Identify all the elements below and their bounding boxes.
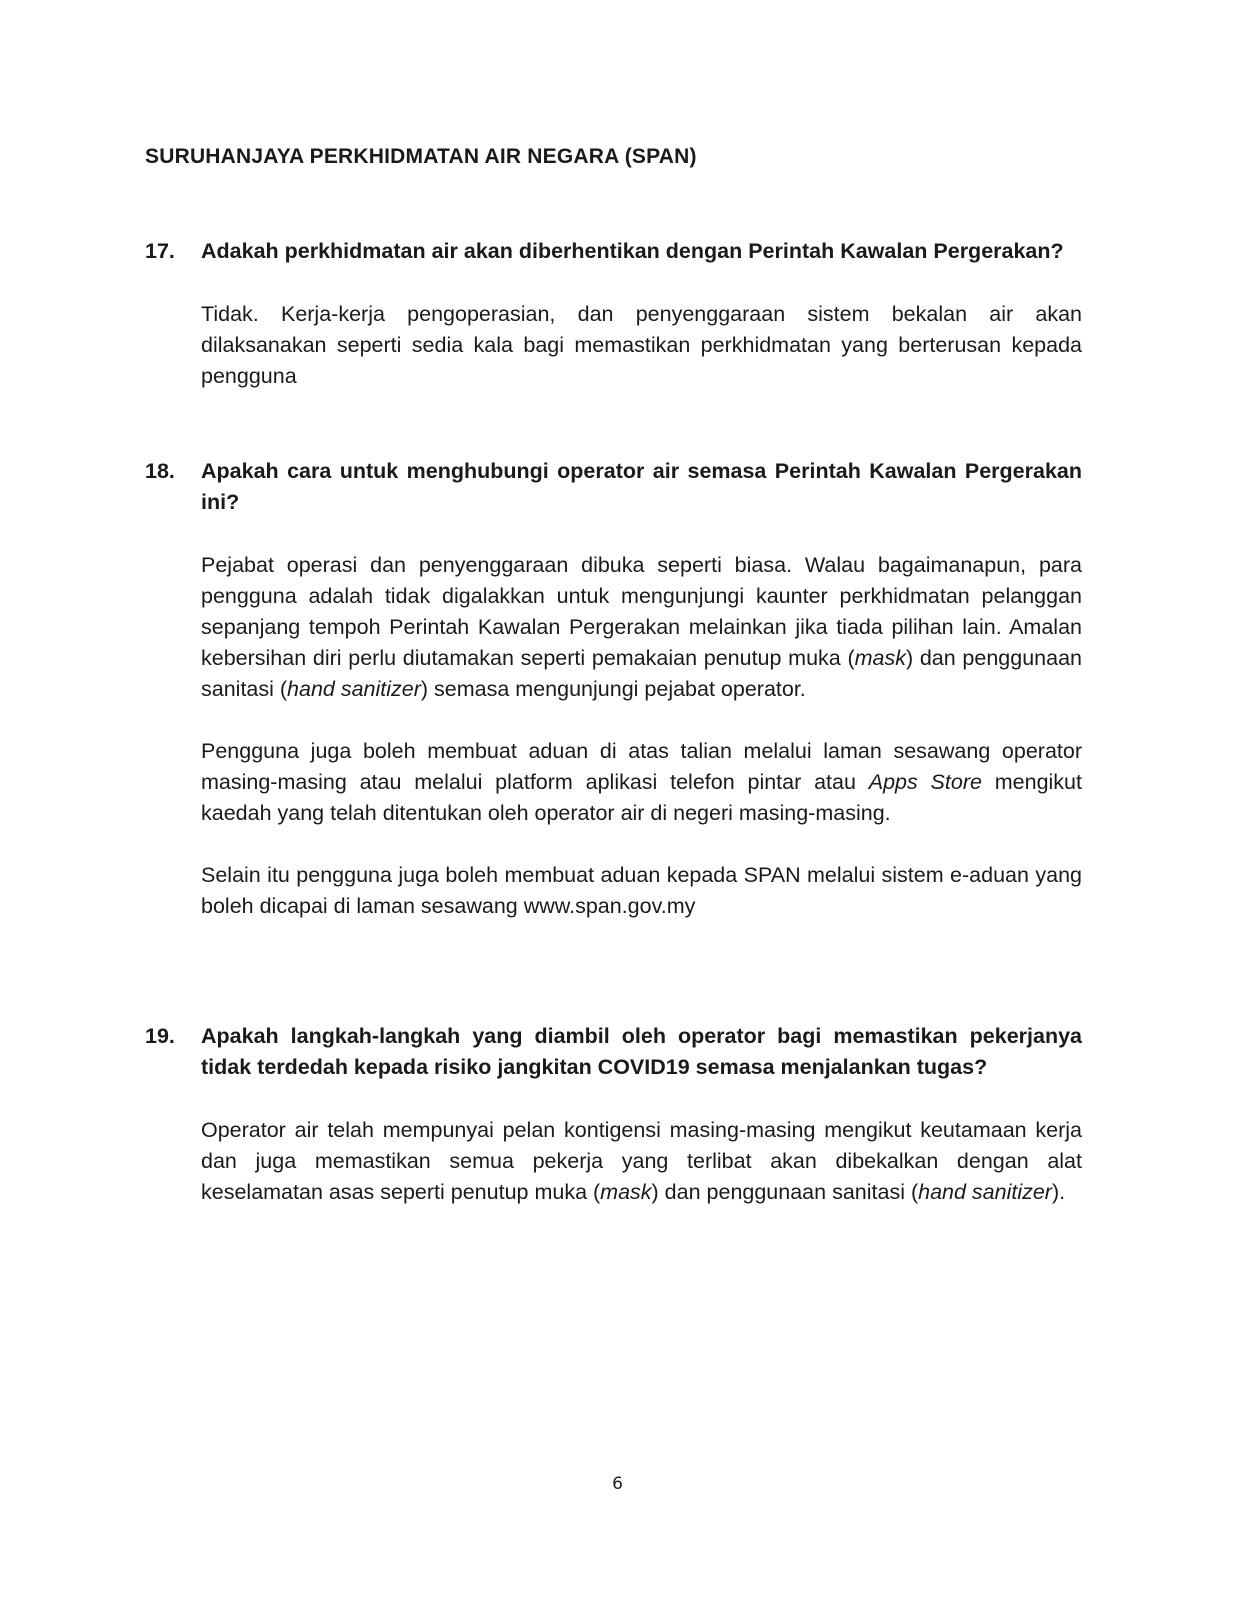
answer-paragraph: Selain itu pengguna juga boleh membuat aduan kepada SPAN melalui sistem e-aduan yang boleh dicapai di laman sesawang www.span.gov.my [201, 863, 1082, 918]
question-row [145, 1021, 1082, 1083]
section-title: SURUHANJAYA PERKHIDMATAN AIR NEGARA (SPAN) [145, 145, 697, 168]
answer-paragraph: Tidak. Kerja-kerja pengoperasian, dan penyenggaraan sistem bekalan air akan dilaksanakan seperti sedia kala bagi memastikan perkhidmatan yang berterusan kepada pengguna [201, 302, 1082, 388]
answer-paragraph: Pengguna juga boleh membuat aduan di atas talian melalui laman sesawang operator masing-masing atau melalui platform aplikasi telefon pintar atau Apps Store mengikut kaedah yang telah ditentukan oleh operator air di negeri masing-masing. [201, 739, 1082, 825]
faq-item-18 [145, 456, 1082, 922]
answer-paragraph: Operator air telah mempunyai pelan kontigensi masing-masing mengikut keutamaan kerja dan juga memastikan semua pekerja yang terlibat akan dibekalkan dengan alat keselamatan asas seperti penutup muka (mask) dan penggunaan sanitasi (hand sanitizer). [201, 1118, 1082, 1204]
question-number: 19. [145, 1024, 175, 1048]
faq-item-17 [145, 236, 1082, 392]
question-text: Apakah cara untuk menghubungi operator air semasa Perintah Kawalan Pergerakan ini? [201, 459, 1082, 514]
question-row [145, 236, 1082, 267]
faq-item-19 [145, 1021, 1082, 1208]
question-text: Adakah perkhidmatan air akan diberhentikan dengan Perintah Kawalan Pergerakan? [201, 239, 1064, 263]
question-text: Apakah langkah-langkah yang diambil oleh operator bagi memastikan pekerjanya tidak terdedah kepada risiko jangkitan COVID19 semasa menjalankan tugas? [201, 1024, 1082, 1079]
answer-paragraph: Pejabat operasi dan penyenggaraan dibuka seperti biasa. Walau bagaimanapun, para pengguna adalah tidak digalakkan untuk mengunjungi kaunter perkhidmatan pelanggan sepanjang tempoh Perintah Kawalan Pergerakan melainkan jika tiada pilihan lain. Amalan kebersihan diri perlu diutamakan seperti pemakaian penutup muka (mask) dan penggunaan sanitasi (hand sanitizer) semasa mengunjungi pejabat operator. [201, 553, 1082, 701]
question-number: 17. [145, 239, 175, 263]
question-number: 18. [145, 459, 175, 483]
question-row [145, 456, 1082, 518]
page-number: 6 [612, 1474, 623, 1494]
